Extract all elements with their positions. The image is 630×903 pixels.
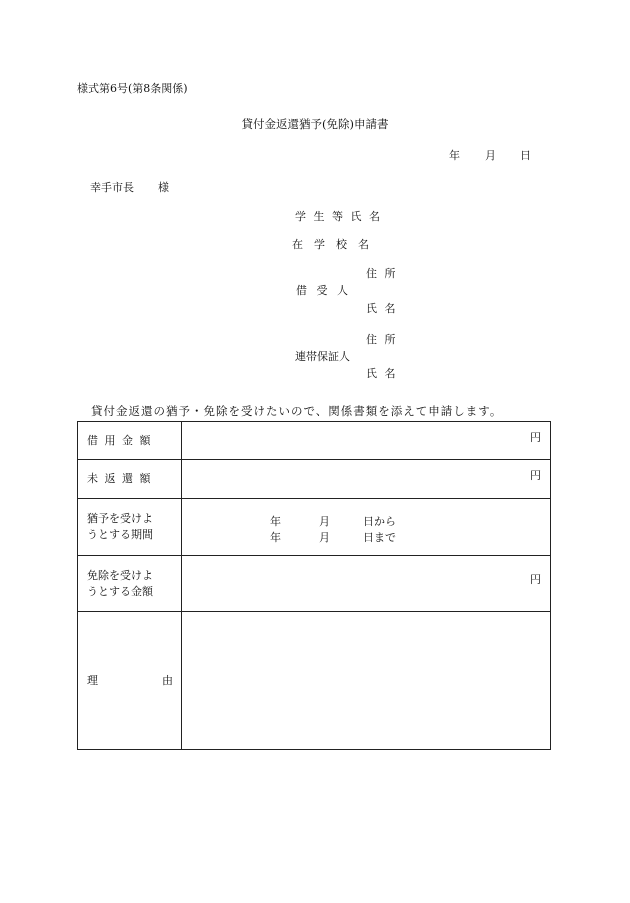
reason-label (78, 612, 182, 750)
unpaid-amount-unit: 円 (530, 469, 541, 482)
to-day-label: 日まで (363, 531, 396, 544)
application-table (77, 421, 551, 750)
from-year-label: 年 (270, 515, 281, 528)
date-month-label: 月 (485, 149, 496, 162)
loan-amount-field[interactable] (182, 422, 551, 460)
declaration-text: 貸付金返還の猶予・免除を受けたいので、関係書類を添えて申請します。 (91, 404, 503, 418)
exemption-label-line1: 免除を受けよ (87, 568, 153, 582)
date-day-label: 日 (520, 149, 531, 162)
guarantor-label: 連帯保証人 (295, 350, 350, 363)
guarantor-address-label: 住 所 (366, 333, 396, 346)
from-month-label: 月 (319, 515, 330, 528)
reason-field[interactable] (182, 612, 551, 750)
exemption-amount-unit: 円 (530, 573, 541, 586)
addressee-name: 幸手市長 (90, 181, 134, 194)
reason-label-wrap (87, 673, 181, 689)
borrower-label: 借 受 人 (296, 284, 348, 297)
student-name-label: 学 生 等 氏 名 (295, 210, 380, 223)
to-month-label: 月 (319, 531, 330, 544)
loan-amount-unit: 円 (530, 431, 541, 444)
row-unpaid-amount (78, 460, 551, 499)
addressee-honorific: 様 (158, 181, 169, 194)
row-exemption-amount (78, 556, 551, 612)
loan-amount-label (78, 422, 182, 460)
guarantor-name-label: 氏 名 (366, 367, 396, 380)
form-number: 様式第6号(第8条関係) (77, 82, 188, 95)
row-deferment-period (78, 499, 551, 556)
unpaid-amount-label-text: 未 返 還 額 (87, 472, 151, 485)
deferment-period-field[interactable] (182, 499, 551, 556)
exemption-label-line2: うとする金額 (87, 584, 153, 598)
from-day-label: 日から (363, 515, 396, 528)
unpaid-amount-field[interactable] (182, 460, 551, 499)
reason-label-left: 理 (87, 673, 98, 687)
deferment-label-line2: うとする期間 (87, 528, 153, 541)
to-year-label: 年 (270, 531, 281, 544)
date-year-label: 年 (449, 149, 460, 162)
deferment-label-line1: 猶予を受けよ (87, 512, 153, 525)
row-reason (78, 612, 551, 750)
row-loan-amount (78, 422, 551, 460)
reason-label-right: 由 (162, 673, 173, 687)
unpaid-amount-label (78, 460, 182, 499)
exemption-amount-label (78, 556, 182, 612)
document-title: 貸付金返還猶予(免除)申請書 (241, 117, 389, 131)
exemption-amount-field[interactable] (182, 556, 551, 612)
school-name-label: 在 学 校 名 (292, 238, 369, 251)
loan-amount-label-text: 借 用 金 額 (87, 433, 151, 447)
borrower-name-label: 氏 名 (366, 302, 396, 315)
borrower-address-label: 住 所 (366, 267, 396, 280)
deferment-period-label (78, 499, 182, 556)
